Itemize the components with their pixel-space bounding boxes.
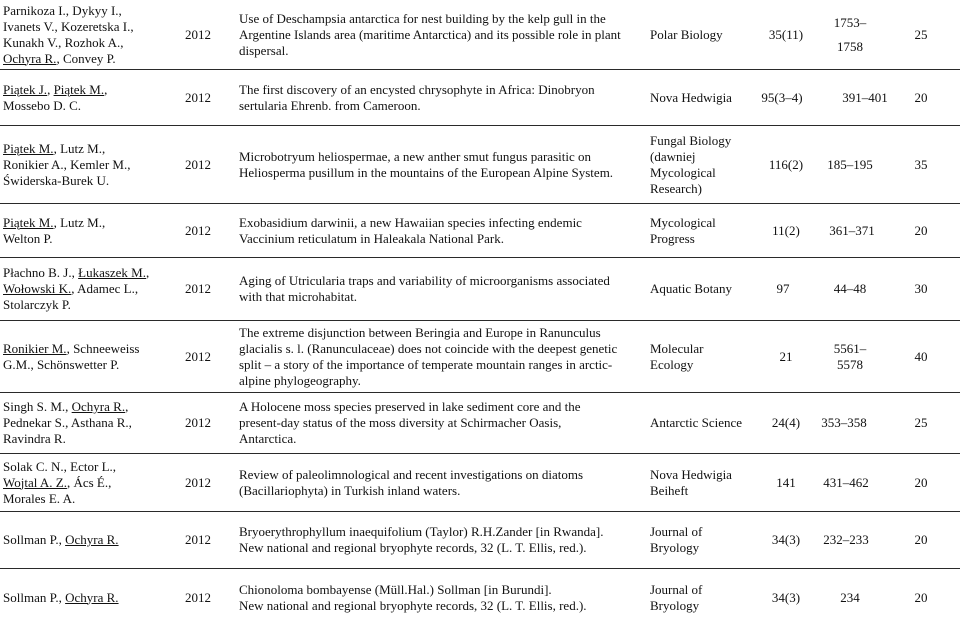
journal-cell bbox=[650, 0, 750, 69]
author-line bbox=[3, 157, 171, 173]
authors-cell bbox=[3, 204, 171, 257]
volume: 34(3) bbox=[771, 532, 801, 547]
journal-cell bbox=[650, 569, 750, 626]
journal-line: Bryology bbox=[650, 597, 700, 613]
journal-line: Journal of bbox=[650, 581, 703, 597]
title-cell bbox=[239, 512, 647, 568]
year-cell bbox=[174, 126, 222, 203]
volume: 35(11) bbox=[768, 26, 804, 42]
authors-cell bbox=[3, 512, 171, 568]
score: 25 bbox=[914, 26, 928, 42]
score: 30 bbox=[914, 281, 928, 296]
title-line: sertularia Ehrenb. from Cameroon. bbox=[239, 97, 421, 113]
year-cell bbox=[174, 258, 222, 320]
author-text: , Ács É., bbox=[66, 474, 112, 490]
title-cell bbox=[239, 569, 647, 626]
volume-cell bbox=[750, 126, 822, 203]
year-cell bbox=[174, 569, 222, 626]
author-line bbox=[3, 491, 171, 507]
author-text: Ochyra R. bbox=[65, 589, 119, 605]
author-line bbox=[3, 231, 171, 247]
score-cell bbox=[900, 126, 942, 203]
volume-cell bbox=[750, 204, 822, 257]
volume-cell bbox=[747, 258, 819, 320]
journal-line: Nova Hedwigia bbox=[650, 89, 732, 105]
publication-row bbox=[0, 125, 960, 203]
title-line: Bryoerythrophyllum inaequifolium (Taylor) R.H.Zander [in Rwanda]. bbox=[239, 524, 604, 539]
page-range-line: 5578 bbox=[837, 356, 863, 372]
authors-cell bbox=[3, 0, 171, 69]
score-cell bbox=[900, 454, 942, 511]
journal-cell bbox=[650, 204, 750, 257]
title-line: The extreme disjunction between Beringia and Europe in Ranunculus bbox=[239, 324, 601, 340]
volume-cell bbox=[750, 321, 822, 392]
publication-row bbox=[0, 568, 960, 626]
volume-cell bbox=[746, 70, 818, 125]
author-line bbox=[3, 590, 171, 606]
title-line: New national and regional bryophyte records, 32 (L. T. Ellis, red.). bbox=[239, 597, 587, 613]
journal-line: Journal of bbox=[650, 524, 703, 539]
publication-year: 2012 bbox=[185, 281, 211, 296]
journal-line: Ecology bbox=[650, 356, 694, 372]
journal-line: Molecular bbox=[650, 340, 704, 356]
authors-cell bbox=[3, 569, 171, 626]
title-line: Use of Deschampsia antarctica for nest building by the kelp gull in the bbox=[239, 10, 606, 26]
title-line: Chionoloma bombayense (Müll.Hal.) Sollman [in Burundi]. bbox=[239, 581, 552, 597]
pages-cell bbox=[815, 569, 885, 626]
publication-year: 2012 bbox=[185, 589, 211, 605]
authors-cell bbox=[3, 70, 171, 125]
journal-line: (dawniej bbox=[650, 148, 696, 164]
journal-line: Fungal Biology bbox=[650, 132, 732, 148]
authors-cell bbox=[3, 126, 171, 203]
publication-row bbox=[0, 0, 960, 69]
page-range-line: 1758 bbox=[837, 38, 863, 54]
score-cell bbox=[900, 569, 942, 626]
score: 20 bbox=[914, 474, 928, 490]
title-line: Aging of Utricularia traps and variability of microorganisms associated bbox=[239, 273, 610, 288]
author-text: Welton P. bbox=[3, 230, 53, 246]
publication-year: 2012 bbox=[185, 222, 211, 238]
pages-cell bbox=[811, 454, 881, 511]
journal-line: Mycological bbox=[650, 164, 716, 180]
journal-line: Antarctic Science bbox=[650, 415, 743, 430]
journal-line: Progress bbox=[650, 230, 695, 246]
pages-cell bbox=[815, 126, 885, 203]
author-line bbox=[3, 415, 171, 431]
title-line: present-day status of the moss diversity at Schirmacher Oasis, bbox=[239, 415, 562, 430]
author-line bbox=[3, 141, 171, 157]
author-text: , Schneeweiss bbox=[66, 340, 140, 356]
score-cell bbox=[900, 258, 942, 320]
author-line bbox=[3, 51, 171, 67]
journal-cell bbox=[650, 258, 750, 320]
pages-cell bbox=[811, 512, 881, 568]
year-cell bbox=[174, 321, 222, 392]
page-range-line: 391–401 bbox=[842, 89, 888, 105]
title-cell bbox=[239, 393, 647, 453]
publication-row bbox=[0, 320, 960, 392]
author-line bbox=[3, 431, 171, 447]
title-cell bbox=[239, 0, 647, 69]
year-cell bbox=[174, 204, 222, 257]
score-cell bbox=[900, 321, 942, 392]
page-range-line: 185–195 bbox=[827, 156, 873, 172]
pages-cell bbox=[830, 70, 900, 125]
page-range-line: 232–233 bbox=[823, 532, 869, 547]
score: 20 bbox=[914, 222, 928, 238]
author-text: , bbox=[47, 81, 54, 97]
author-text: Solak C. N., Ector L., bbox=[3, 458, 117, 474]
publication-row bbox=[0, 257, 960, 320]
author-line bbox=[3, 357, 171, 373]
title-line: with that microhabitat. bbox=[239, 289, 358, 304]
author-text: , Lutz M., bbox=[53, 214, 106, 230]
author-text: Morales E. A. bbox=[3, 490, 76, 506]
author-text: Piątek M. bbox=[53, 81, 105, 97]
authors-cell bbox=[3, 393, 171, 453]
title-line: New national and regional bryophyte records, 32 (L. T. Ellis, red.). bbox=[239, 540, 587, 555]
author-line bbox=[3, 82, 171, 98]
title-cell bbox=[239, 204, 647, 257]
author-line bbox=[3, 19, 171, 35]
volume: 95(3–4) bbox=[761, 89, 803, 105]
author-text: Singh S. M., bbox=[3, 399, 72, 414]
title-line: Review of paleolimnological and recent investigations on diatoms bbox=[239, 466, 584, 482]
title-line: split – a story of the importance of temperate mountain ranges in arctic- bbox=[239, 356, 613, 372]
journal-cell bbox=[650, 70, 750, 125]
journal-line: Research) bbox=[650, 180, 702, 196]
score-cell bbox=[900, 0, 942, 69]
publication-row bbox=[0, 69, 960, 125]
score-cell bbox=[900, 204, 942, 257]
title-cell bbox=[239, 126, 647, 203]
author-text: Parnikoza I., Dykyy I., bbox=[3, 2, 122, 18]
title-line: alpine phylogeography. bbox=[239, 372, 361, 388]
page-range-line: 5561– bbox=[833, 340, 867, 356]
author-text: G.M., Schönswetter P. bbox=[3, 356, 120, 372]
score-cell bbox=[900, 512, 942, 568]
title-line: The first discovery of an encysted chrysophyte in Africa: Dinobryon bbox=[239, 81, 595, 97]
year-cell bbox=[174, 393, 222, 453]
score: 20 bbox=[914, 89, 928, 105]
score: 35 bbox=[914, 156, 928, 172]
journal-cell bbox=[650, 512, 750, 568]
author-text: Sollman P., bbox=[3, 589, 66, 605]
author-text: Płachno B. J., bbox=[3, 265, 79, 280]
page-range-line: 44–48 bbox=[833, 281, 867, 296]
publication-year: 2012 bbox=[185, 415, 211, 430]
author-text: Piątek M. bbox=[3, 140, 54, 156]
author-text: Wołowski K. bbox=[3, 281, 72, 296]
publication-row bbox=[0, 453, 960, 511]
page-range-line: 431–462 bbox=[823, 474, 869, 490]
title-line: glacialis s. l. (Ranunculaceae) does not coincide with the deepest genetic bbox=[239, 340, 618, 356]
author-text: Świderska-Burek U. bbox=[3, 172, 110, 188]
pages-cell bbox=[815, 0, 885, 69]
journal-cell bbox=[650, 126, 750, 203]
journal-line: Beiheft bbox=[650, 482, 689, 498]
volume-cell bbox=[750, 0, 822, 69]
author-text: Piątek J. bbox=[3, 81, 48, 97]
author-text: Mossebo D. C. bbox=[3, 97, 82, 113]
author-text: , Adamec L., bbox=[71, 281, 139, 296]
author-text: , bbox=[104, 81, 108, 97]
publication-row bbox=[0, 511, 960, 568]
year-cell bbox=[174, 512, 222, 568]
author-line bbox=[3, 532, 171, 548]
author-text: , bbox=[125, 399, 129, 414]
author-line bbox=[3, 265, 171, 281]
author-text: , Convey P. bbox=[56, 50, 116, 66]
pages-cell bbox=[815, 258, 885, 320]
score: 20 bbox=[914, 589, 928, 605]
author-text: Wojtal A. Z. bbox=[3, 474, 67, 490]
author-line bbox=[3, 173, 171, 189]
journal-line: Bryology bbox=[650, 540, 700, 555]
score: 40 bbox=[914, 348, 928, 364]
authors-cell bbox=[3, 454, 171, 511]
score: 25 bbox=[914, 415, 928, 430]
pages-cell bbox=[809, 393, 879, 453]
journal-line: Mycological bbox=[650, 214, 716, 230]
publication-year: 2012 bbox=[185, 26, 211, 42]
author-text: Ochyra R. bbox=[3, 50, 57, 66]
journal-cell bbox=[650, 321, 750, 392]
title-cell bbox=[239, 321, 647, 392]
volume-cell bbox=[750, 569, 822, 626]
volume: 11(2) bbox=[772, 222, 800, 238]
authors-cell bbox=[3, 258, 171, 320]
title-line: A Holocene moss species preserved in lake sediment core and the bbox=[239, 399, 581, 414]
author-text: , bbox=[146, 265, 150, 280]
volume: 97 bbox=[776, 281, 790, 296]
title-cell bbox=[239, 70, 647, 125]
author-line bbox=[3, 3, 171, 19]
page-range-line: 353–358 bbox=[821, 415, 867, 430]
title-line: Antarctica. bbox=[239, 431, 297, 446]
author-line bbox=[3, 297, 171, 313]
publication-year: 2012 bbox=[185, 532, 211, 547]
volume: 116(2) bbox=[768, 156, 804, 172]
title-line: Vaccinium reticulatum in Haleakala National Park. bbox=[239, 230, 504, 246]
author-line bbox=[3, 215, 171, 231]
journal-line: Aquatic Botany bbox=[650, 281, 732, 296]
title-line: Exobasidium darwinii, a new Hawaiian species infecting endemic bbox=[239, 214, 582, 230]
author-line bbox=[3, 35, 171, 51]
author-text: Ronikier M. bbox=[3, 340, 67, 356]
pages-cell bbox=[815, 321, 885, 392]
journal-line: Polar Biology bbox=[650, 26, 723, 42]
volume: 34(3) bbox=[771, 589, 801, 605]
publication-row bbox=[0, 392, 960, 453]
journal-line: Nova Hedwigia bbox=[650, 466, 732, 482]
year-cell bbox=[174, 70, 222, 125]
publication-year: 2012 bbox=[185, 89, 211, 105]
score: 20 bbox=[914, 532, 928, 547]
author-text: Ravindra R. bbox=[3, 431, 66, 446]
author-text: Kunakh V., Rozhok A., bbox=[3, 34, 124, 50]
title-line: Argentine Islands area (maritime Antarctica) and its possible role in plant bbox=[239, 26, 621, 42]
journal-cell bbox=[650, 393, 750, 453]
title-line: Heliosperma pusillum in the mountains of the European Alpine System. bbox=[239, 164, 614, 180]
author-text: Ronikier A., Kemler M., bbox=[3, 156, 131, 172]
publication-year: 2012 bbox=[185, 474, 211, 490]
author-text: Łukaszek M. bbox=[78, 265, 146, 280]
year-cell bbox=[174, 0, 222, 69]
volume: 141 bbox=[776, 474, 796, 490]
title-cell bbox=[239, 258, 647, 320]
authors-cell bbox=[3, 321, 171, 392]
title-line: dispersal. bbox=[239, 42, 289, 58]
publication-year: 2012 bbox=[185, 156, 211, 172]
volume: 21 bbox=[779, 348, 793, 364]
author-text: , Lutz M., bbox=[53, 140, 106, 156]
author-line bbox=[3, 475, 171, 491]
pages-cell bbox=[817, 204, 887, 257]
author-text: Ochyra R. bbox=[71, 399, 126, 414]
publication-row bbox=[0, 203, 960, 257]
year-cell bbox=[174, 454, 222, 511]
author-text: Piątek M. bbox=[3, 214, 54, 230]
author-text: Pednekar S., Asthana R., bbox=[3, 415, 132, 430]
page-range-line: 234 bbox=[840, 589, 860, 605]
author-line bbox=[3, 281, 171, 297]
author-text: Ochyra R. bbox=[65, 532, 119, 547]
title-line: Microbotryum heliospermae, a new anther smut fungus parasitic on bbox=[239, 148, 591, 164]
page-range-line: 361–371 bbox=[829, 222, 875, 238]
title-cell bbox=[239, 454, 647, 511]
journal-cell bbox=[650, 454, 750, 511]
author-line bbox=[3, 459, 171, 475]
author-text: Sollman P., bbox=[3, 532, 66, 547]
author-text: Stolarczyk P. bbox=[3, 297, 71, 312]
author-line bbox=[3, 399, 171, 415]
title-line: (Bacillariophyta) in Turkish inland waters. bbox=[239, 482, 461, 498]
volume: 24(4) bbox=[771, 415, 801, 430]
author-line bbox=[3, 98, 171, 114]
author-text: Ivanets V., Kozeretska I., bbox=[3, 18, 134, 34]
publication-year: 2012 bbox=[185, 348, 211, 364]
score-cell bbox=[900, 70, 942, 125]
score-cell bbox=[900, 393, 942, 453]
page-range-line: 1753– bbox=[833, 14, 867, 30]
author-line bbox=[3, 341, 171, 357]
